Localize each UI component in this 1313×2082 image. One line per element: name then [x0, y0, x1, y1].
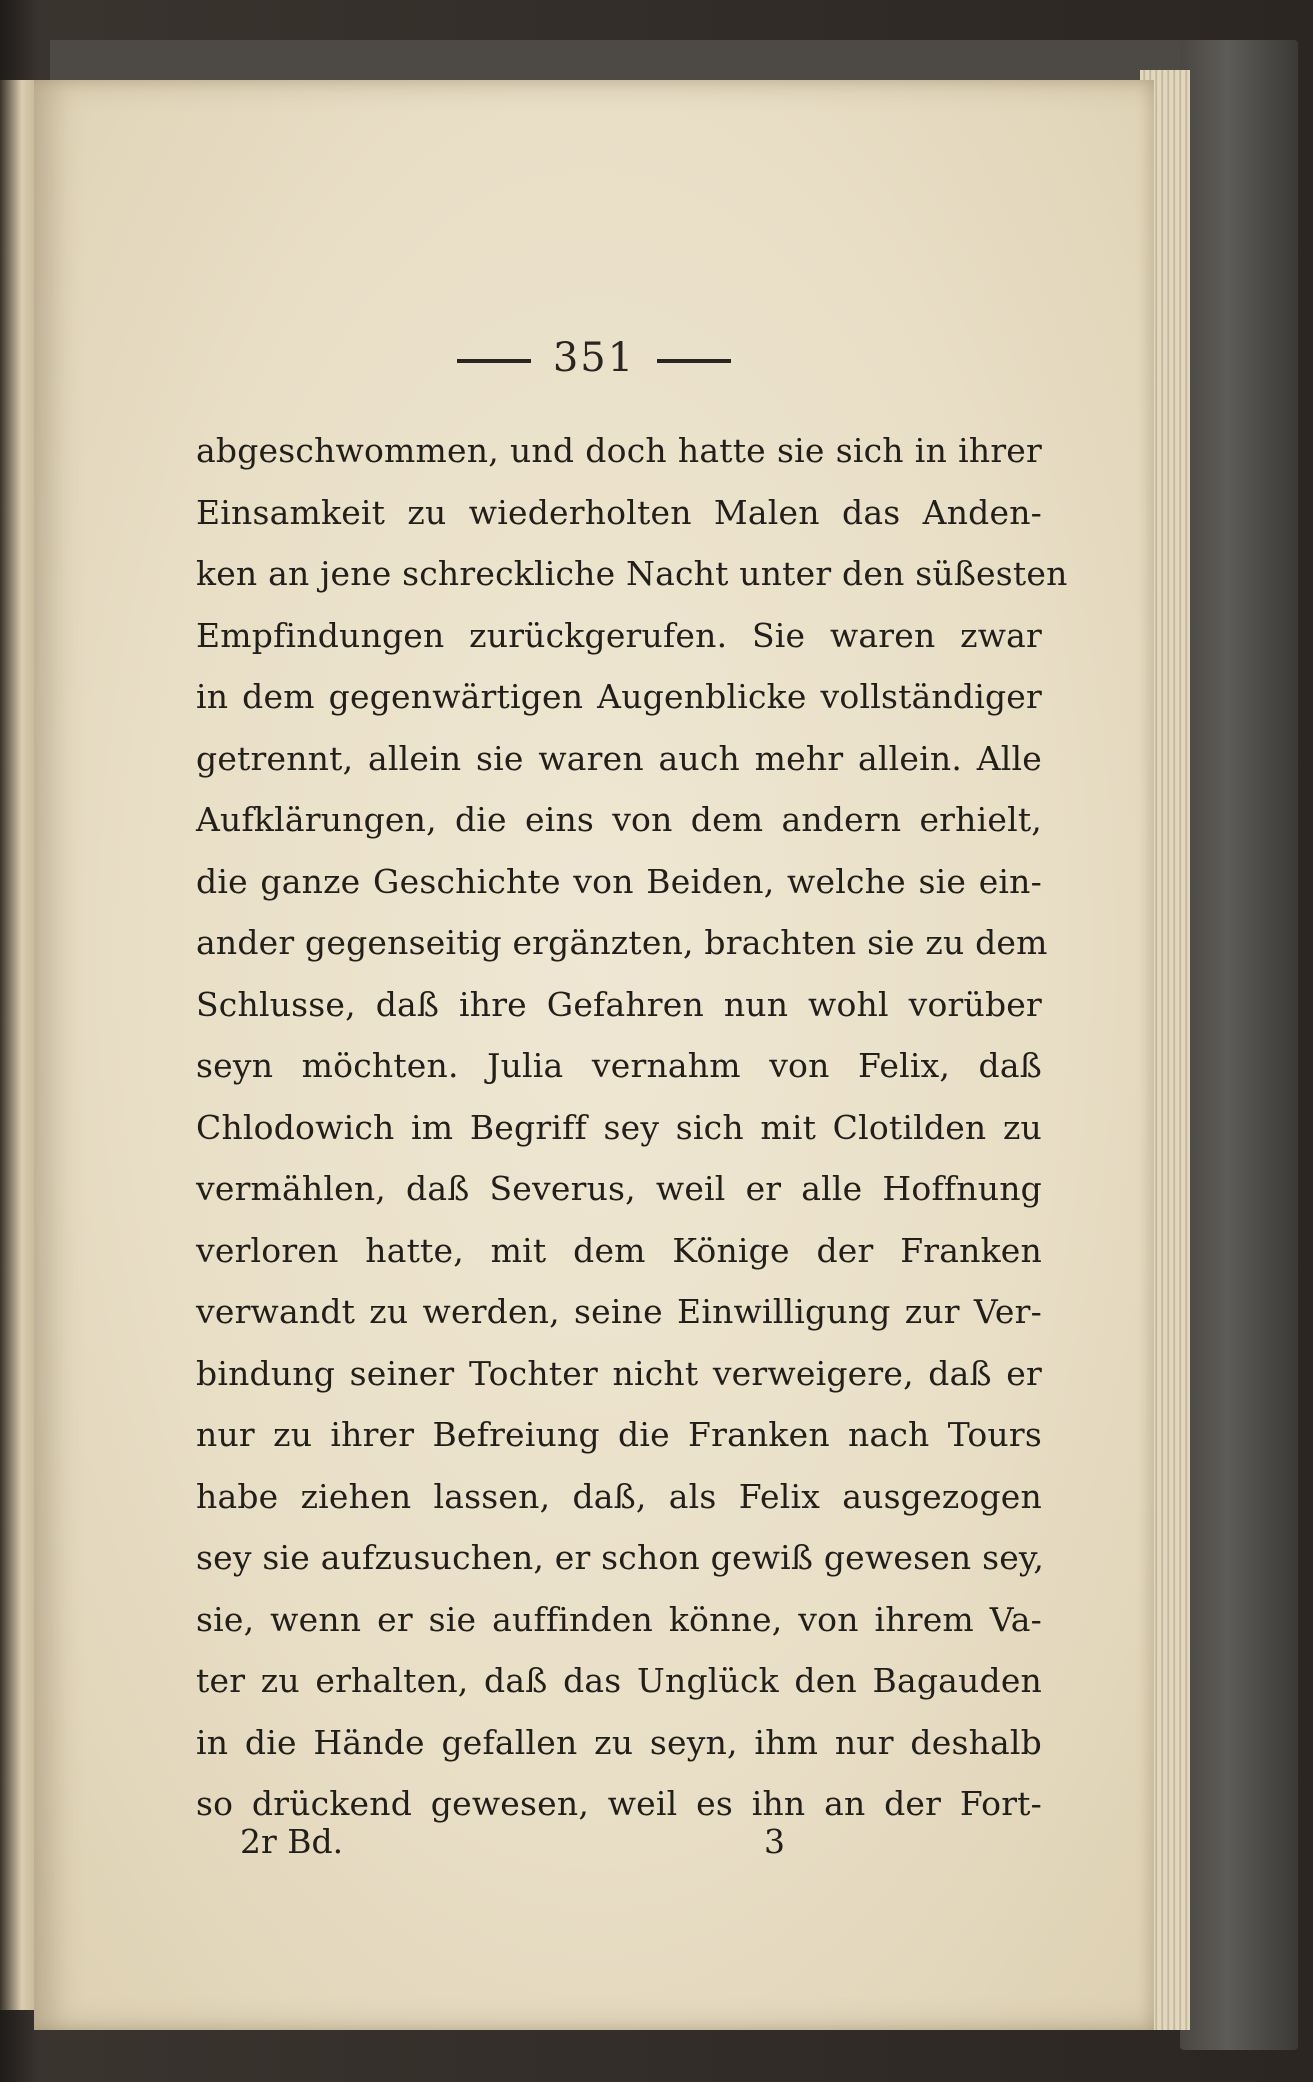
- sheet-mark: 3: [764, 1822, 785, 1861]
- facing-page-edge: [0, 80, 36, 2010]
- text-line: vermählen, daß Severus, weil er alle Hoffnung: [196, 1169, 1042, 1208]
- text-line: in dem gegenwärtigen Augenblicke vollständiger: [196, 677, 1042, 716]
- text-line: verwandt zu werden, seine Einwilligung zur Ver-: [196, 1292, 1042, 1331]
- text-line: Aufklärungen, die eins von dem andern erhielt,: [196, 800, 1042, 839]
- book-cover-top-edge: [50, 40, 1290, 80]
- text-line: verloren hatte, mit dem Könige der Franken: [196, 1230, 1042, 1270]
- volume-signature: 2r Bd.: [240, 1822, 344, 1861]
- text-line: getrennt, allein sie waren auch mehr allein. Alle: [196, 738, 1042, 778]
- text-line: in die Hände gefallen zu seyn, ihm nur deshalb: [196, 1722, 1042, 1762]
- text-line: Schlusse, daß ihre Gefahren nun wohl vorüber: [196, 984, 1042, 1024]
- text-line: die ganze Geschichte von Beiden, welche sie ein-: [196, 861, 1042, 901]
- text-line: sey sie aufzusuchen, er schon gewiß gewesen sey,: [196, 1538, 1045, 1577]
- text-line: Chlodowich im Begriff sey sich mit Clotilden zu: [196, 1107, 1042, 1147]
- text-line: Empfindungen zurückgerufen. Sie waren zwar: [196, 615, 1042, 655]
- text-line: seyn möchten. Julia vernahm von Felix, daß: [196, 1046, 1042, 1085]
- book-cover-spine: [1180, 40, 1298, 2050]
- page-header: [34, 335, 1154, 381]
- text-line: Einsamkeit zu wiederholten Malen das Anden-: [196, 492, 1042, 532]
- header-rule-right: [657, 359, 731, 363]
- text-line: so drückend gewesen, weil es ihn an der Fort-: [196, 1784, 1042, 1823]
- text-line: habe ziehen lassen, daß, als Felix ausgezogen: [196, 1476, 1042, 1516]
- page-number: 351: [552, 335, 636, 381]
- book-page: [34, 80, 1154, 2030]
- text-line: ter zu erhalten, daß das Unglück den Bagauden: [196, 1661, 1042, 1700]
- header-rule-left: [457, 359, 531, 363]
- body-text: [196, 420, 1068, 1835]
- text-line: sie, wenn er sie auffinden könne, von ihrem Va-: [196, 1599, 1042, 1639]
- text-line: ander gegenseitig ergänzten, brachten sie zu dem: [196, 923, 1048, 962]
- text-line: nur zu ihrer Befreiung die Franken nach Tours: [196, 1415, 1042, 1454]
- text-line: ken an jene schreckliche Nacht unter den süßesten: [196, 554, 1068, 593]
- text-line: bindung seiner Tochter nicht verweigere, daß er: [196, 1353, 1042, 1393]
- text-line: abgeschwommen, und doch hatte sie sich in ihrer: [196, 431, 1042, 470]
